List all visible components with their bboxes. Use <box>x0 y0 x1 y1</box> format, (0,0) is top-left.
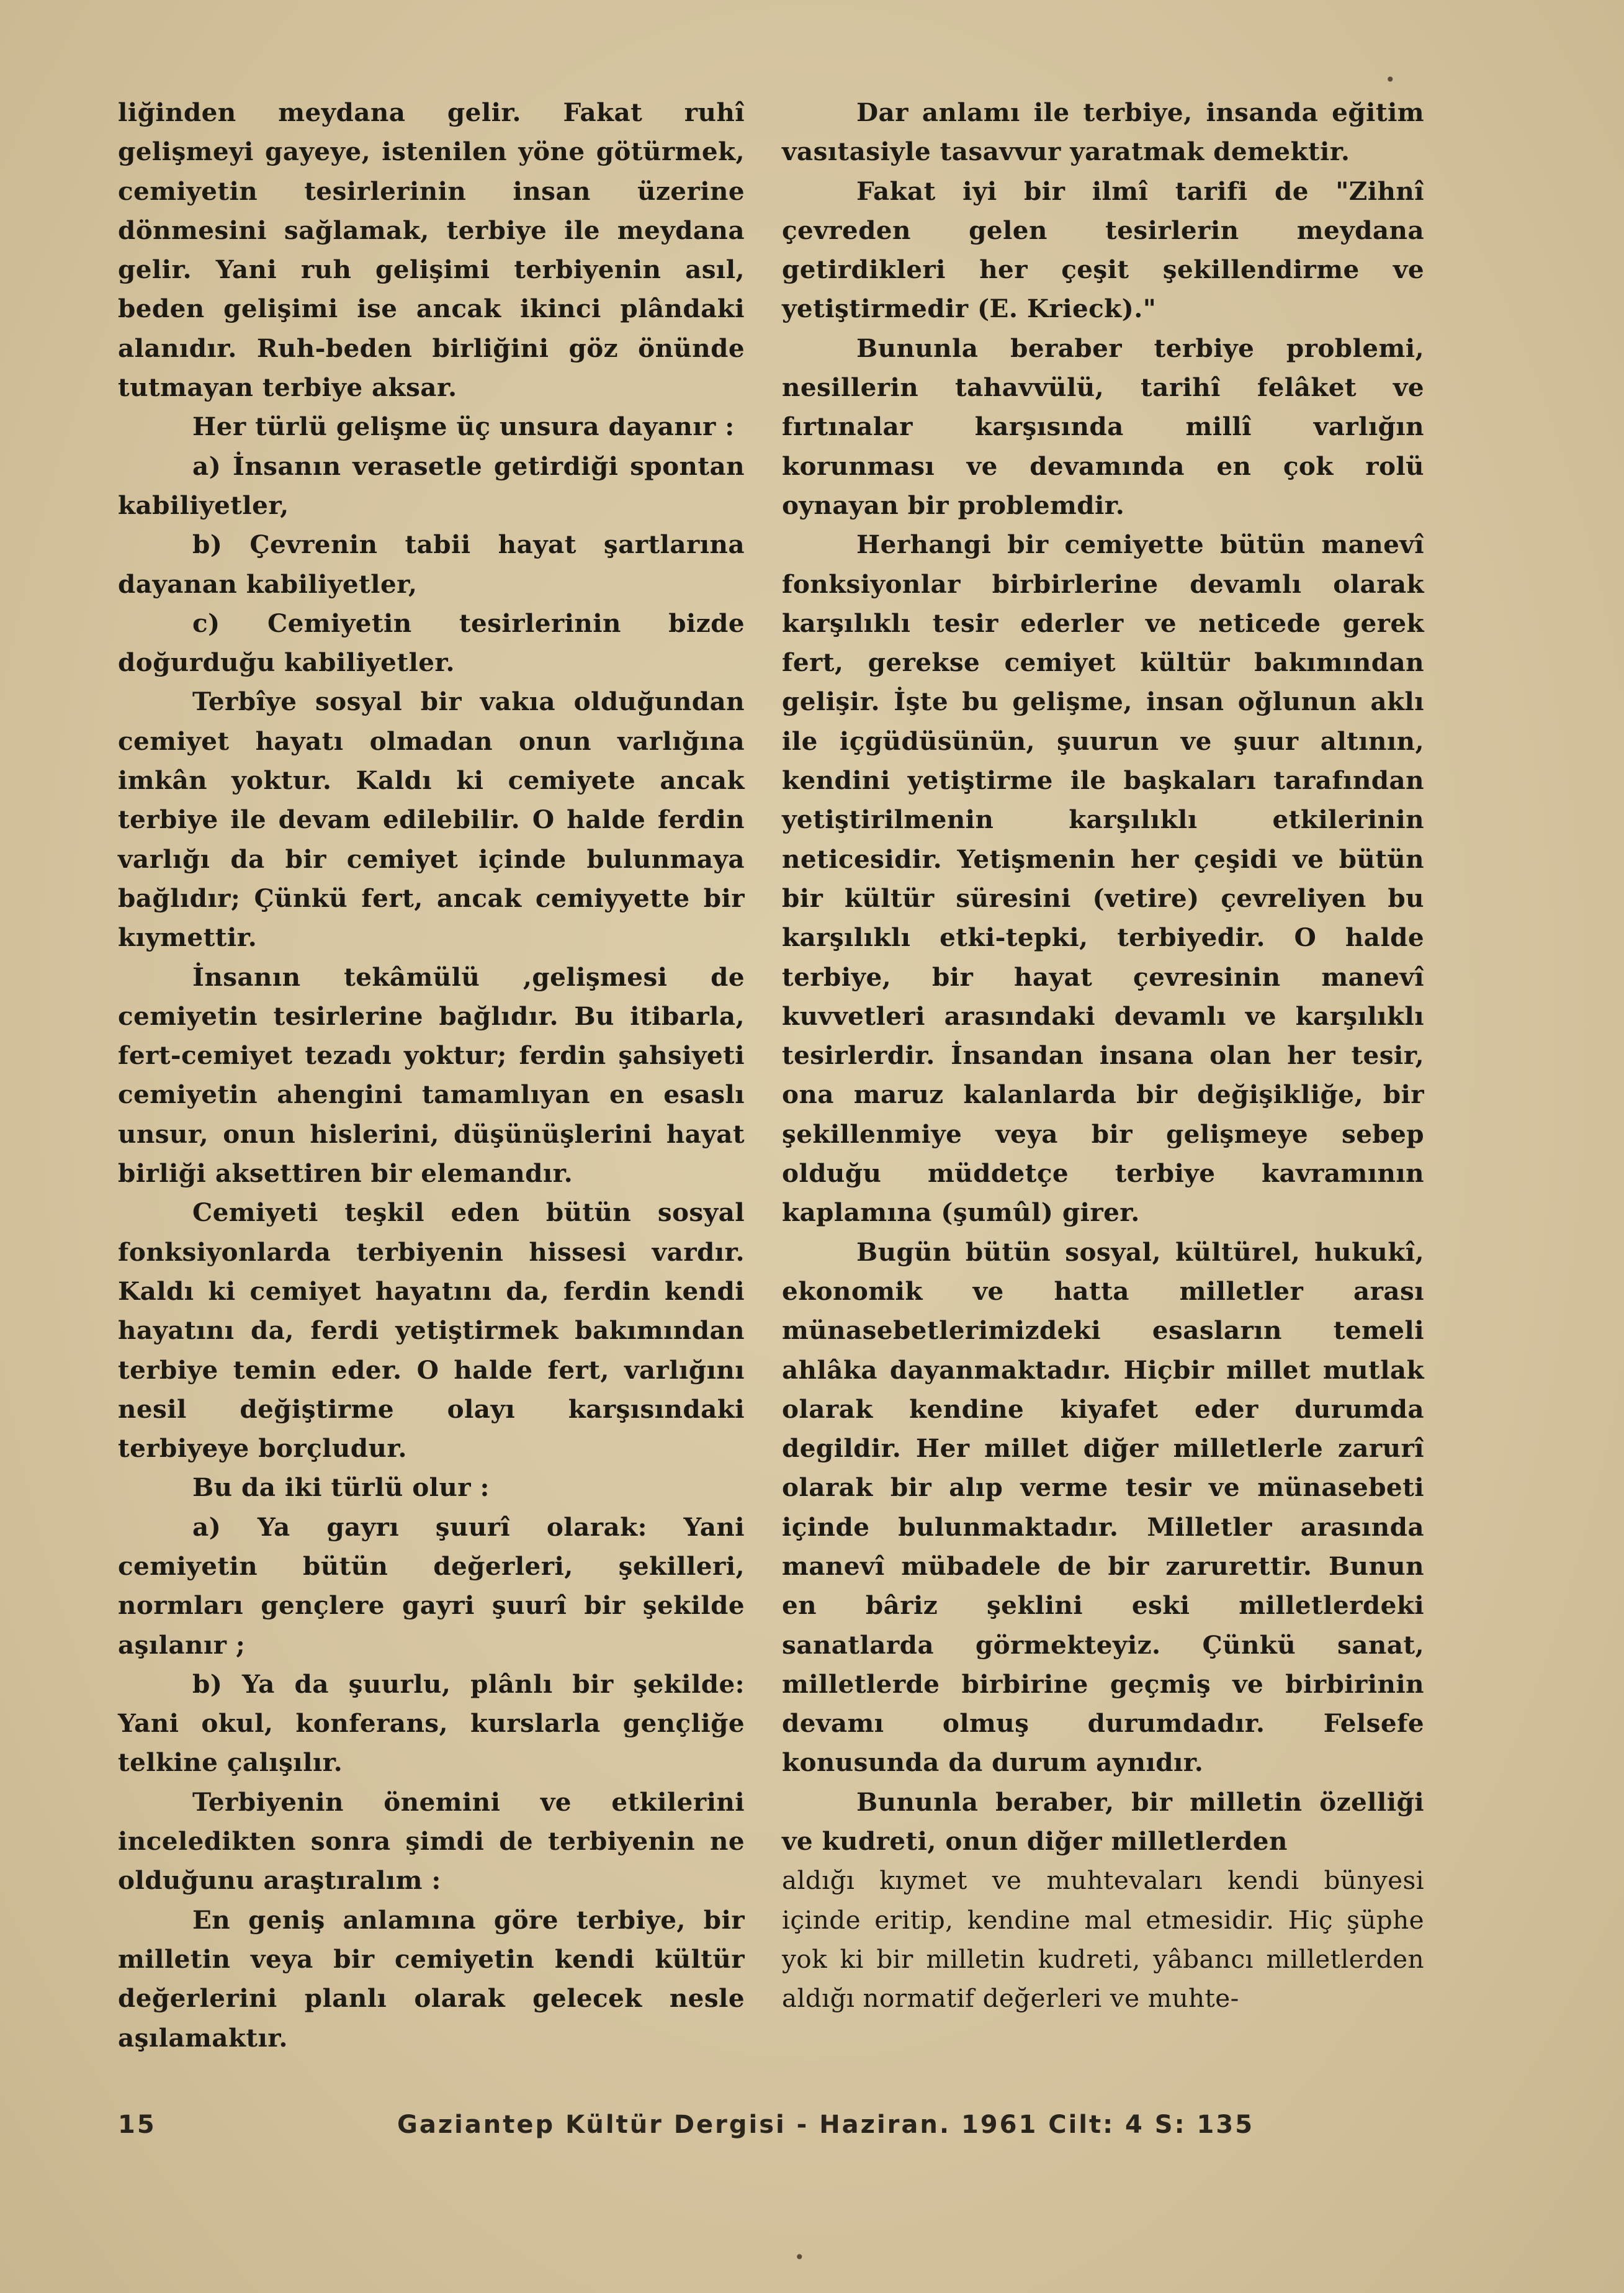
paragraph: Terbîye sosyal bir vakıa olduğundan cemiyet hayatı olmadan onun varlığına imkân yoktur. Kaldı ki cemiyete ancak terbiye ile devam edilebilir. O halde ferdin varlığı da bir cemiyet içinde bulunmaya bağlıdır; Çünkü fert, ancak cemiyyette bir kıymettir. <box>118 687 745 953</box>
scan-speck: • <box>1385 70 1396 90</box>
paragraph: c) Cemiyetin tesirlerinin bizde doğurduğu kabiliyetler. <box>118 608 745 678</box>
paragraph: Terbiyenin önemini ve etkilerini inceledikten sonra şimdi de terbiyenin ne olduğunu araştıralım : <box>118 1786 745 1896</box>
paragraph: Bu da iki türlü olur : <box>192 1472 490 1503</box>
journal-citation: Gaziantep Kültür Dergisi - Haziran. 1961 Cilt: 4 S: 135 <box>397 2111 1255 2139</box>
paragraph: a) Ya gayrı şuurî olarak: Yani cemiyetin bütün değerleri, şekilleri, normları gençlere gayri şuurî bir şekilde aşılanır ; <box>118 1511 745 1660</box>
paragraph: En geniş anlamına göre terbiye, bir milletin veya bir cemiyetin kendi kültür değerlerini planlı olarak gelecek nesle aşılamaktır. <box>118 1904 745 2053</box>
right-column <box>782 93 1424 2019</box>
paragraph: İnsanın tekâmülü ,gelişmesi de cemiyetin tesirlerine bağlıdır. Bu itibarla, fert-cemiyet tezadı yoktur; ferdin şahsiyeti cemiyetin ahengini tamamlıyan en esaslı unsur, onun hislerini, düşünüşlerini hayat birliği aksettiren bir elemandır. <box>118 962 745 1189</box>
scan-speck: • <box>794 2247 805 2268</box>
paragraph: b) Ya da şuurlu, plânlı bir şekilde: Yani okul, konferans, kurslarla gençliğe telkine çalışılır. <box>118 1669 745 1778</box>
left-column <box>118 93 745 2058</box>
paragraph: Dar anlamı ile terbiye, insanda eğitim vasıtasiyle tasavvur yaratmak demektir. <box>782 97 1424 167</box>
paragraph: b) Çevrenin tabii hayat şartlarına dayanan kabiliyetler, <box>118 529 745 599</box>
paragraph: Bununla beraber terbiye problemi, nesillerin tahavvülü, tarihî felâket ve fırtınalar karşısında millî varlığın korunması ve devamında en çok rolü oynayan bir problemdir. <box>782 333 1424 520</box>
paragraph: Herhangi bir cemiyette bütün manevî fonksiyonlar birbirlerine devamlı olarak karşılıklı tesir ederler ve neticede gerek fert, gerekse cemiyet kültür bakımından gelişir. İşte bu gelişme, insan oğlunun aklı ile içgüdüsünün, şuurun ve şuur altının, kendini yetiştirme ile başkaları tarafından yetiştirilmenin karşılıklı etkilerinin neticesidir. Yetişmenin her çeşidi ve bütün bir kültür süresini (vetire) çevreliyen bu karşılıklı etki-tepki, terbiyedir. O halde terbiye, bir hayat çevresinin manevî kuvvetleri arasındaki devamlı ve karşılıklı tesirlerdir. İnsandan insana olan her tesir, ona maruz kalanlarda bir değişikliğe, bir şekillenmiye veya bir gelişmeye sebep olduğu müddetçe terbiye kavramının kaplamına (şumûl) girer. <box>782 529 1424 1228</box>
page-number: 15 <box>118 2111 156 2139</box>
paragraph: liğinden meydana gelir. Fakat ruhî gelişmeyi gayeye, istenilen yöne götürmek, cemiyetin tesirlerinin insan üzerine dönmesini sağlamak, terbiye ile meydana gelir. Yani ruh gelişimi terbiyenin asıl, beden gelişimi ise ancak ikinci plândaki alanıdır. Ruh-beden birliğini göz önünde tutmayan terbiye aksar. <box>118 97 745 403</box>
paragraph: Bununla beraber, bir milletin özelliği ve kudreti, onun diğer milletlerden <box>782 1786 1424 1857</box>
paragraph: Her türlü gelişme üç unsura dayanır : <box>192 412 735 442</box>
paragraph: Cemiyeti teşkil eden bütün sosyal fonksiyonlarda terbiyenin hissesi vardır. Kaldı ki cemiyet hayatını da, ferdin kendi hayatını da, ferdi yetiştirmek bakımından terbiye temin eder. O halde fert, varlığını nesil değiştirme olayı karşısındaki terbiyeye borçludur. <box>118 1197 745 1464</box>
paragraph: a) İnsanın verasetle getirdiği spontan kabiliyetler, <box>118 451 745 520</box>
paragraph: Fakat iyi bir ilmî tarifi de "Zihnî çevreden gelen tesirlerin meydana getirdikleri her çeşit şekillendirme ve yetiştirmedir (E. Krieck)." <box>782 176 1424 324</box>
paragraph: aldığı kıymet ve muhtevaları kendi bünyesi içinde eritip, kendine mal etmesidir. Hiç şüphe yok ki bir milletin kudreti, yâbancı milletlerden aldığı normatif değerleri ve muhte- <box>782 1865 1424 2014</box>
paragraph: Bugün bütün sosyal, kültürel, hukukî, ekonomik ve hatta milletler arası münasebetlerimizdeki esasların temeli ahlâka dayanmaktadır. Hiçbir millet mutlak olarak kendine kiyafet eder durumda degildir. Her millet diğer milletlerle zarurî olarak bir alıp verme tesir ve münasebeti içinde bulunmaktadır. Milletler arasında manevî mübadele de bir zarurettir. Bunun en bâriz şeklini eski milletlerdeki sanatlarda görmekteyiz. Çünkü sanat, milletlerde birbirine geçmiş ve birbirinin devamı olmuş durumdadır. Felsefe konusunda da durum aynıdır. <box>782 1237 1424 1778</box>
